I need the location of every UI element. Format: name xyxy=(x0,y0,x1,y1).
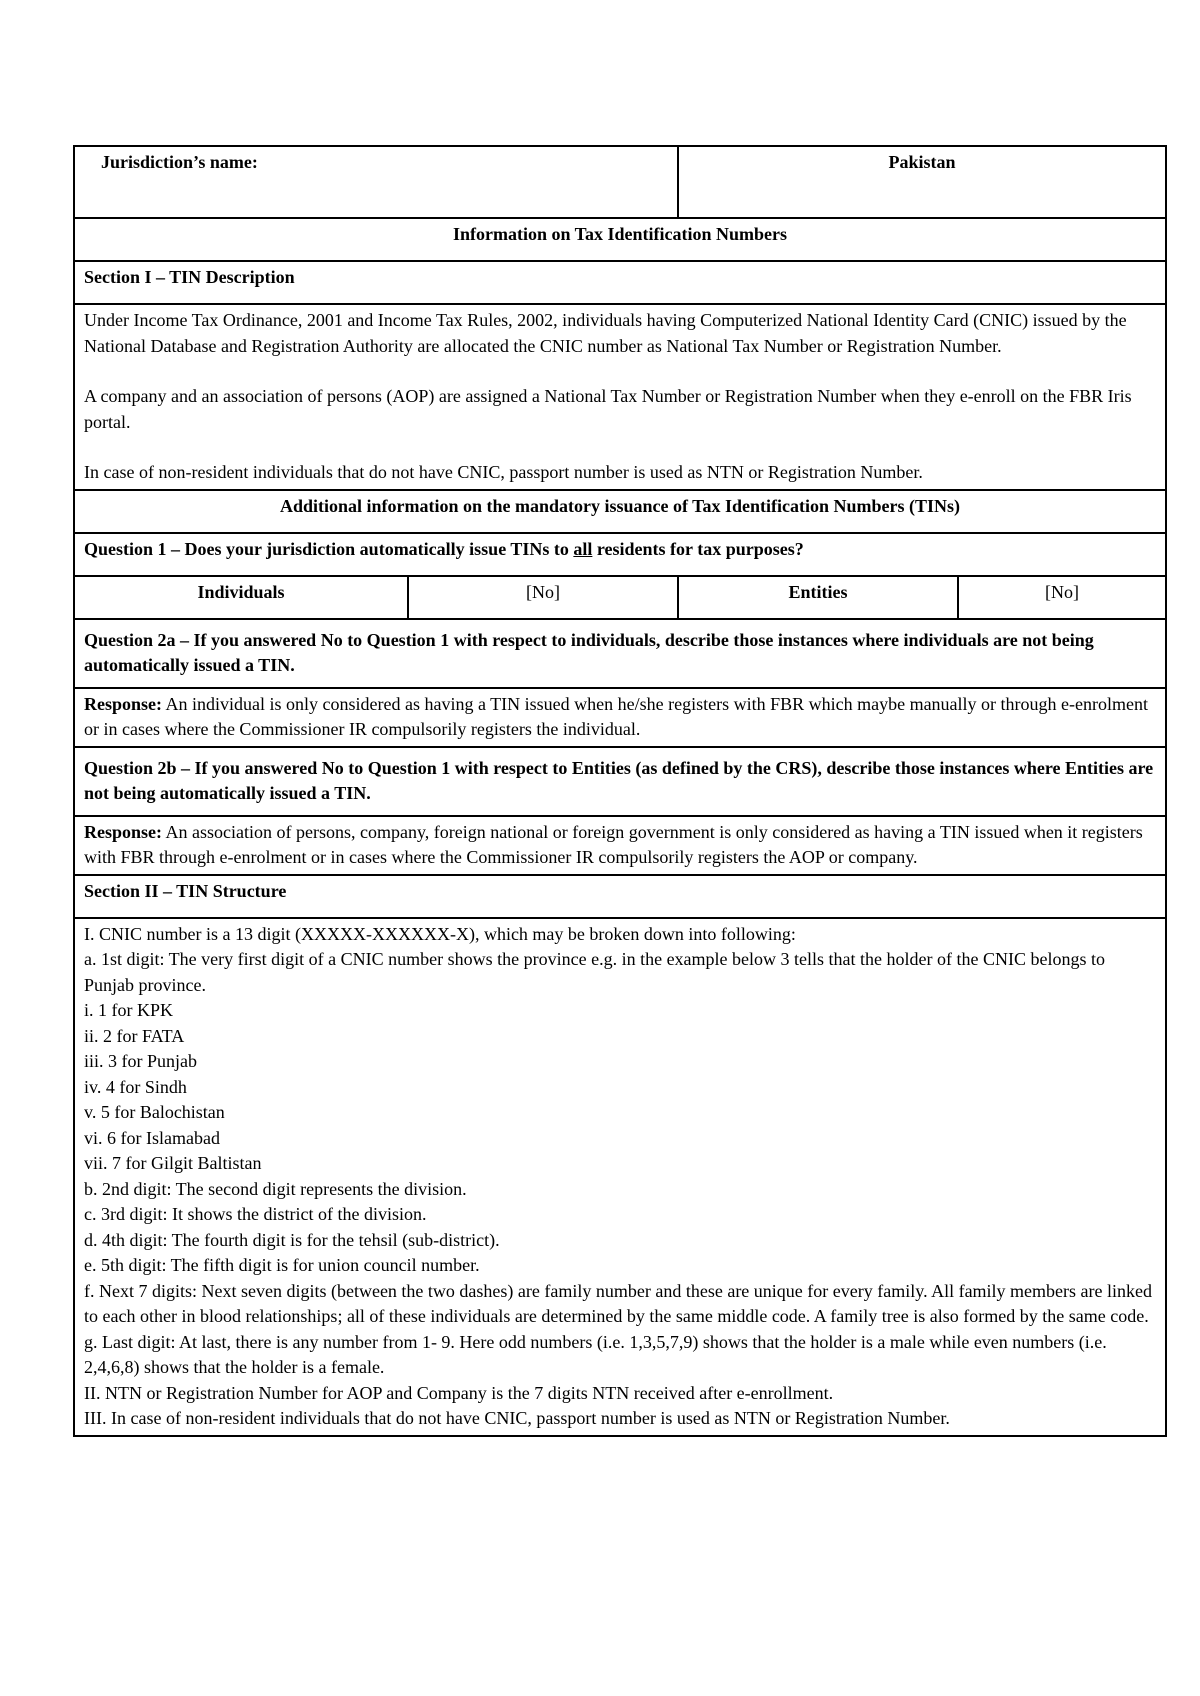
structure-line: vi. 6 for Islamabad xyxy=(84,1127,220,1148)
question1-text-underlined: all xyxy=(573,538,593,559)
jurisdiction-value: Pakistan xyxy=(678,146,1166,218)
jurisdiction-row xyxy=(74,146,1166,218)
structure-para-iii: III. In case of non-resident individuals that do not have CNIC, passport number is used as NTN or Registration Number. xyxy=(84,1408,950,1428)
structure-line: ii. 2 for FATA xyxy=(84,1025,185,1046)
question2b-row xyxy=(74,747,1166,816)
structure-line: iii. 3 for Punjab xyxy=(84,1051,197,1071)
question2a-text: Question 2a – If you answered No to Question 1 with respect to individuals, describe those instances where individuals are not being automatically issued a TIN. xyxy=(74,619,1166,688)
question2a-response xyxy=(74,688,1166,747)
structure-line: a. 1st digit: The very first digit of a CNIC number shows the province e.g. in the example below 3 tells that the holder of the CNIC belongs to Punjab province. xyxy=(84,949,1105,995)
section1-title-row xyxy=(74,261,1166,304)
section1-paragraph: Under Income Tax Ordinance, 2001 and Income Tax Rules, 2002, individuals having Computerized National Identity Card (CNIC) issued by the National Database and Registration Authority are allocated the CNIC number as National Tax Number or Registration Number. xyxy=(84,310,1127,356)
question2a-response-row xyxy=(74,688,1166,747)
entities-label: Entities xyxy=(678,576,958,619)
tin-information-form xyxy=(73,145,1167,1437)
structure-line: iv. 4 for Sindh xyxy=(84,1076,187,1097)
structure-line: e. 5th digit: The fifth digit is for union council number. xyxy=(84,1255,480,1275)
structure-line: I. CNIC number is a 13 digit (XXXXX-XXXXXX-X), which may be broken down into following: xyxy=(84,923,796,944)
section2-title-row xyxy=(74,875,1166,918)
section2-body-row xyxy=(74,918,1166,1436)
individuals-label: Individuals xyxy=(74,576,408,619)
info-title-row xyxy=(74,218,1166,261)
jurisdiction-label: Jurisdiction’s name: xyxy=(74,146,678,218)
structure-line: d. 4th digit: The fourth digit is for the tehsil (sub-district). xyxy=(84,1229,500,1250)
question2b-response xyxy=(74,816,1166,875)
question2a-row xyxy=(74,619,1166,688)
question1-answers-row xyxy=(74,576,1166,619)
question1-row xyxy=(74,533,1166,576)
section1-paragraph: In case of non-resident individuals that do not have CNIC, passport number is used as NTN or Registration Number. xyxy=(84,462,923,482)
info-title: Information on Tax Identification Numbers xyxy=(74,218,1166,261)
section2-body xyxy=(74,918,1166,1436)
additional-title: Additional information on the mandatory issuance of Tax Identification Numbers (TINs) xyxy=(74,490,1166,533)
structure-line: i. 1 for KPK xyxy=(84,1000,173,1020)
question2b-text: Question 2b – If you answered No to Question 1 with respect to Entities (as defined by the CRS), describe those instances where Entities are not being automatically issued a TIN. xyxy=(74,747,1166,816)
entities-value: [No] xyxy=(958,576,1166,619)
structure-line: c. 3rd digit: It shows the district of the division. xyxy=(84,1204,427,1224)
response-label: Response: xyxy=(84,821,163,842)
section1-body-row xyxy=(74,304,1166,490)
structure-line: g. Last digit: At last, there is any number from 1- 9. Here odd numbers (i.e. 1,3,5,7,9) shows that the holder is a male while even numbers (i.e. 2,4,6,8) shows that the holder is a female. xyxy=(84,1331,1107,1377)
individuals-value: [No] xyxy=(408,576,678,619)
question2b-response-row xyxy=(74,816,1166,875)
section1-paragraph: A company and an association of persons (AOP) are assigned a National Tax Number or Registration Number when they e-enroll on the FBR Iris portal. xyxy=(84,386,1132,432)
question1-text-before: Question 1 – Does your jurisdiction automatically issue TINs to xyxy=(84,538,574,559)
response-text: An individual is only considered as having a TIN issued when he/she registers with FBR which maybe manually or through e-enrolment or in cases where the Commissioner IR compulsorily registers the individual. xyxy=(84,693,1148,739)
structure-para-ii: II. NTN or Registration Number for AOP and Company is the 7 digits NTN received after e-enrollment. xyxy=(84,1382,834,1403)
section2-title: Section II – TIN Structure xyxy=(74,875,1166,918)
response-text: An association of persons, company, foreign national or foreign government is only considered as having a TIN issued when it registers with FBR through e-enrolment or in cases where the Commissioner IR compulsorily registers the AOP or company. xyxy=(84,821,1143,867)
structure-line: f. Next 7 digits: Next seven digits (between the two dashes) are family number and these are unique for every family. All family members are linked to each other in blood relationships; all of these individuals are determined by the same middle code. A family tree is also formed by the same code. xyxy=(84,1280,1153,1326)
question1-text-after: residents for tax purposes? xyxy=(592,538,804,559)
structure-line: vii. 7 for Gilgit Baltistan xyxy=(84,1153,262,1173)
response-label: Response: xyxy=(84,693,163,714)
section1-body xyxy=(74,304,1166,490)
structure-line: b. 2nd digit: The second digit represents the division. xyxy=(84,1178,467,1199)
question1-text xyxy=(74,533,1166,576)
additional-title-row xyxy=(74,490,1166,533)
structure-line: v. 5 for Balochistan xyxy=(84,1102,225,1122)
section1-title: Section I – TIN Description xyxy=(74,261,1166,304)
